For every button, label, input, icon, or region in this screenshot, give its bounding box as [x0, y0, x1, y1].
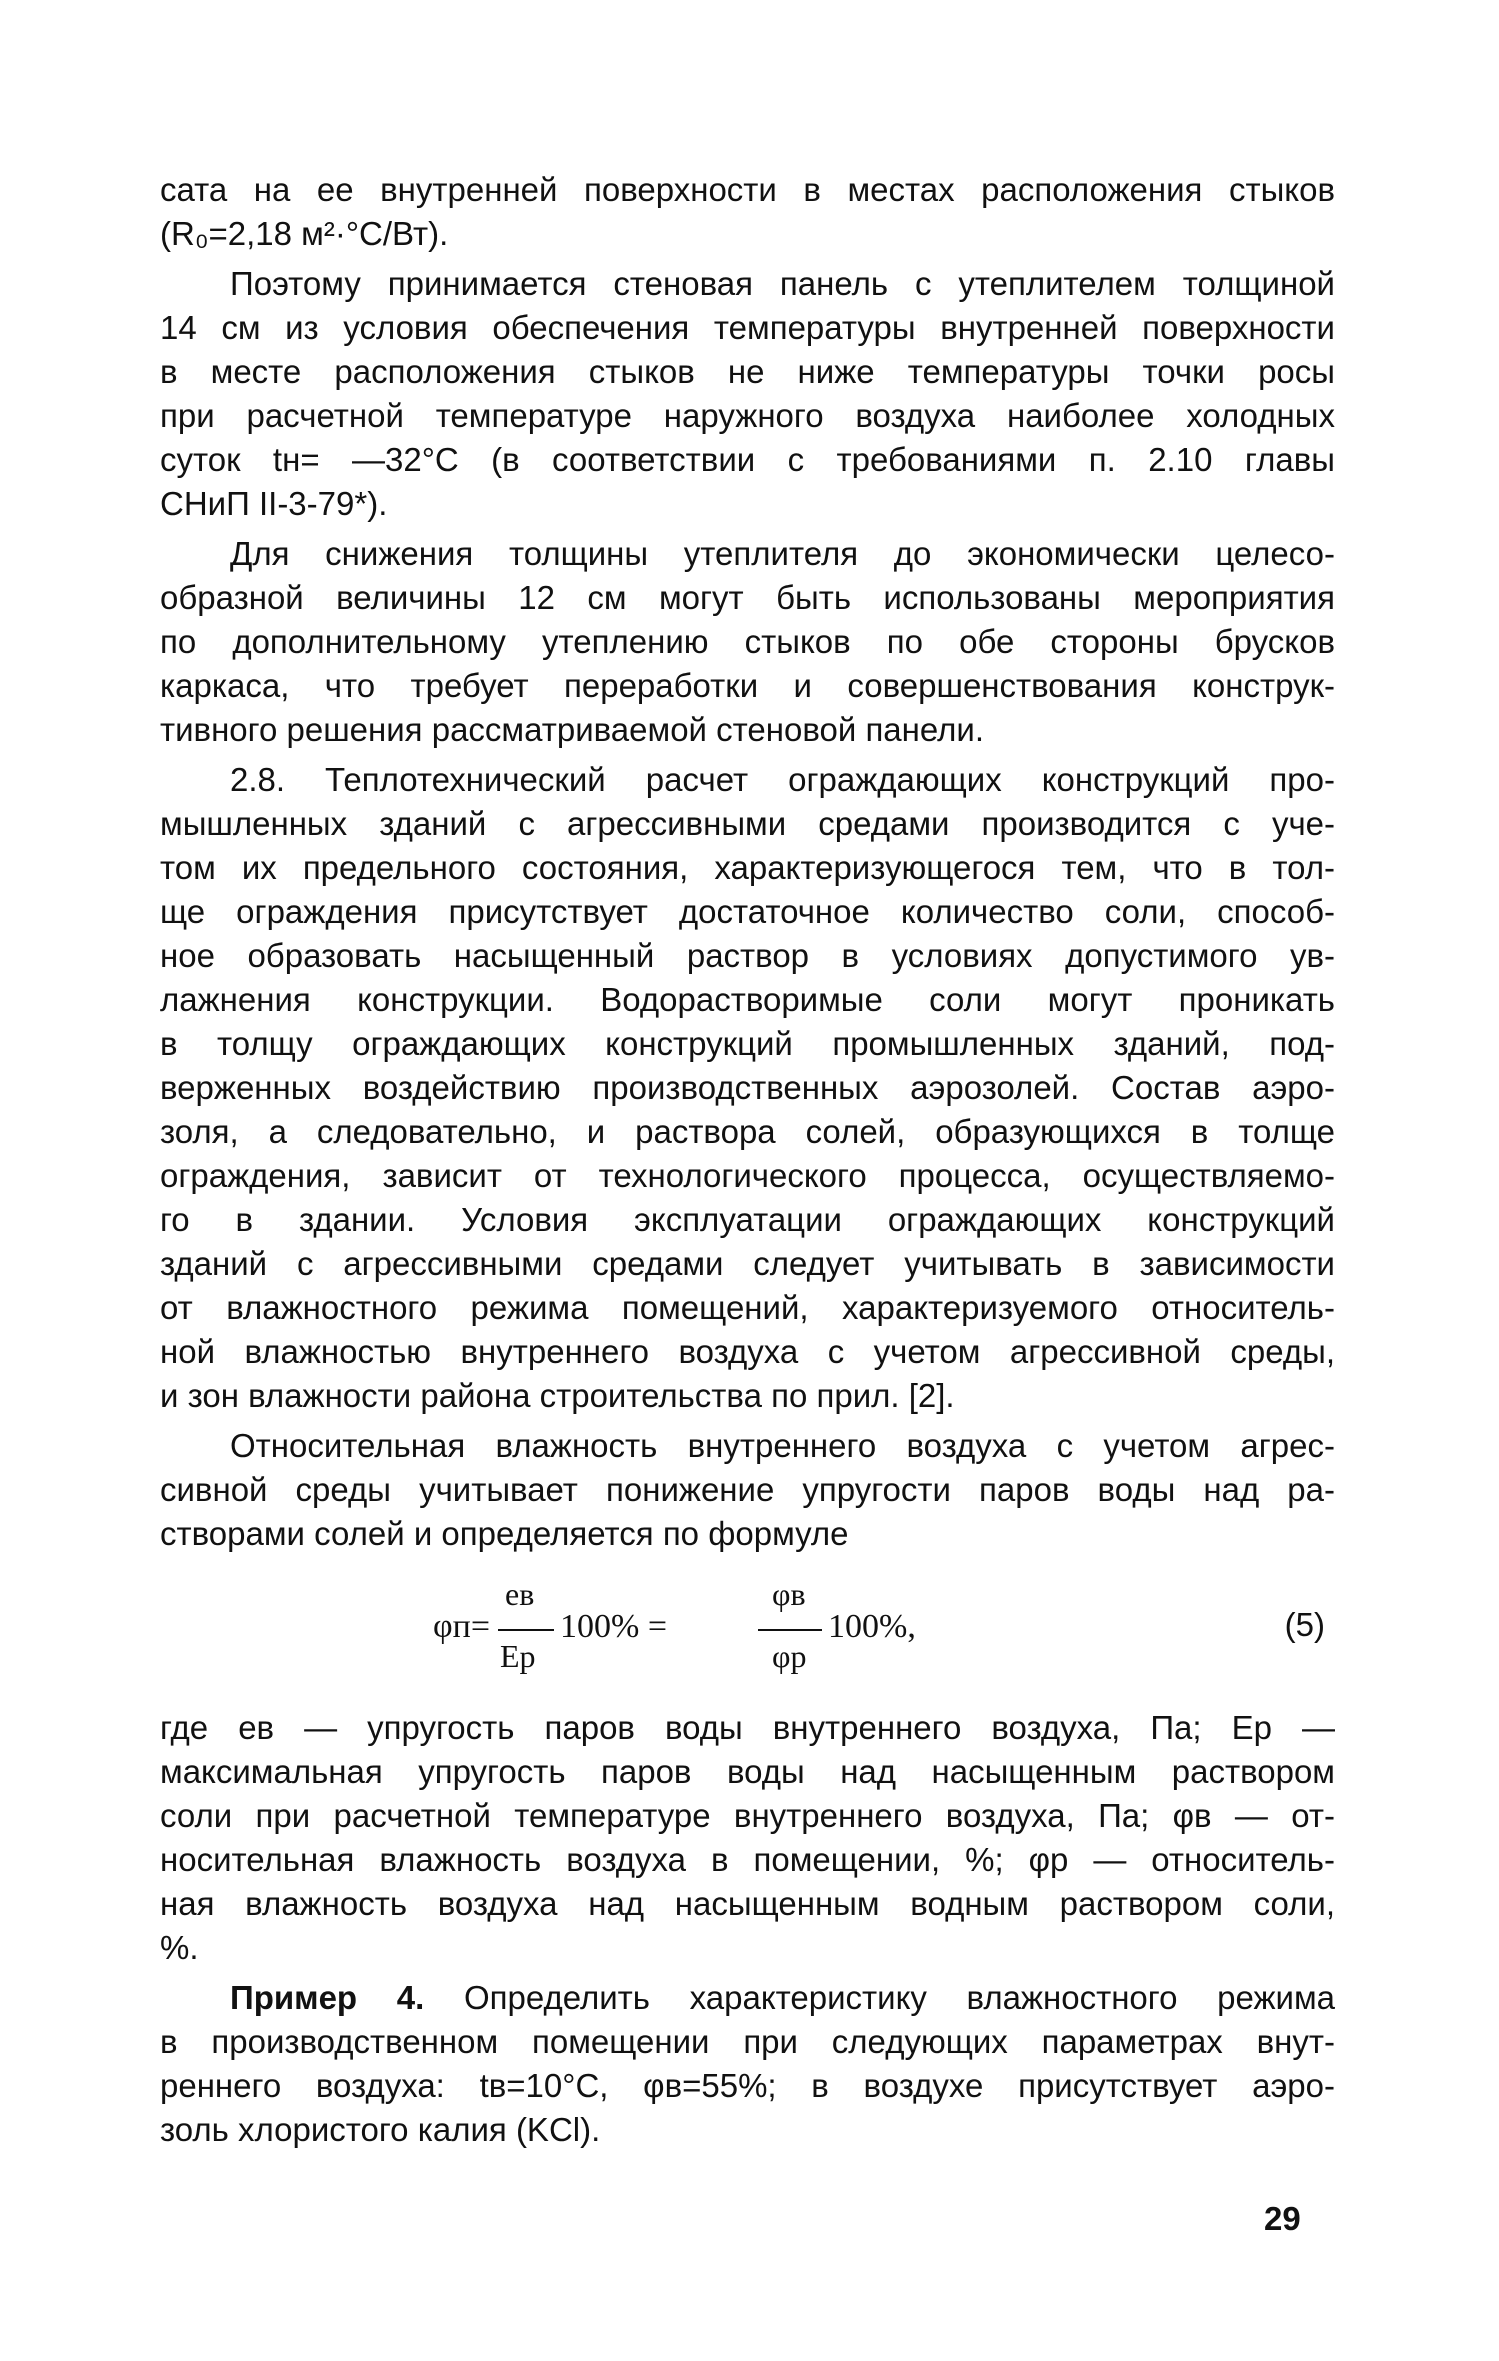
paragraph-panel-choice [160, 262, 1335, 526]
formula-frac2-numerator: φв [772, 1576, 806, 1612]
text-line: сата на ее внутренней поверхности в местах расположения стыков [160, 171, 1335, 208]
text-line: золь хлористого калия (KCl). [160, 2111, 601, 2148]
page-number: 29 [1264, 2200, 1301, 2237]
text-line: го в здании. Условия эксплуатации ограждающих конструкций [160, 1201, 1335, 1238]
text-line: Для снижения толщины утеплителя до экономически целесо- [230, 535, 1335, 572]
text-line: 2.8. Теплотехнический расчет ограждающих конструкций про- [230, 761, 1335, 798]
text-line: суток tн= —32°С (в соответствии с требованиями п. 2.10 главы [160, 441, 1335, 478]
text-line: в толщу ограждающих конструкций промышленных зданий, под- [160, 1025, 1335, 1062]
formula-frac2-denominator: φр [772, 1638, 807, 1674]
text-line: по дополнительному утеплению стыков по обе стороны брусков [160, 623, 1335, 660]
formula-middle: 100% = [560, 1608, 667, 1645]
formula-5 [160, 1576, 1335, 1686]
text-line: 14 см из условия обеспечения температуры внутренней поверхности [160, 309, 1335, 346]
text-line: в месте расположения стыков не ниже температуры точки росы [160, 353, 1335, 390]
text-line: лажнения конструкции. Водорастворимые соли могут проникать [160, 981, 1335, 1018]
text-line: (R₀=2,18 м²·°С/Вт). [160, 215, 449, 252]
equation-number: (5) [1284, 1606, 1325, 1643]
text-line: верженных воздействию производственных аэрозолей. Состав аэро- [160, 1069, 1335, 1106]
text-line: ной влажностью внутреннего воздуха с учетом агрессивной среды, [160, 1333, 1335, 1370]
text-line: носительная влажность воздуха в помещении, %; φр — относитель- [160, 1841, 1335, 1878]
example-label: Пример 4. [230, 1979, 425, 2016]
text-line: Поэтому принимается стеновая панель с утеплителем толщиной [230, 265, 1335, 302]
text-line: мышленных зданий с агрессивными средами производится с уче- [160, 805, 1335, 842]
text-line: каркаса, что требует переработки и совершенствования конструк- [160, 667, 1335, 704]
text-line: в производственном помещении при следующих параметрах внут- [160, 2023, 1335, 2060]
formula-tail: 100%, [828, 1608, 916, 1645]
page-body [160, 168, 1335, 2152]
text-line: Относительная влажность внутреннего воздуха с учетом агрес- [230, 1427, 1335, 1464]
paragraph-continuation [160, 168, 1335, 256]
formula-frac2-bar [758, 1629, 822, 1631]
text-line: и зон влажности района строительства по прил. [2]. [160, 1377, 955, 1414]
text-line: ограждения, зависит от технологического процесса, осуществляемо- [160, 1157, 1335, 1194]
text-line: СНиП II-3-79*). [160, 485, 388, 522]
formula-frac1-bar [498, 1629, 554, 1631]
text-line: сивной среды учитывает понижение упругости паров воды над ра- [160, 1471, 1335, 1508]
paragraph-formula-legend [160, 1706, 1335, 1970]
text-line: где eв — упругость паров воды внутреннего воздуха, Па; Eр — [160, 1709, 1335, 1746]
paragraph-example-4 [160, 1976, 1335, 2152]
formula-lhs: φп= [433, 1608, 490, 1645]
paragraph-relative-humidity [160, 1424, 1335, 1556]
text-line: %. [160, 1929, 199, 1966]
text-line: тивного решения рассматриваемой стеновой панели. [160, 711, 985, 748]
text-line [160, 1976, 1335, 2020]
paragraph-section-2-8 [160, 758, 1335, 1418]
text-line: от влажностного режима помещений, характеризуемого относитель- [160, 1289, 1335, 1326]
text-line: ное образовать насыщенный раствор в условиях допустимого ув- [160, 937, 1335, 974]
text-line: створами солей и определяется по формуле [160, 1515, 849, 1552]
text-line: ще ограждения присутствует достаточное количество соли, способ- [160, 893, 1335, 930]
example-first-line: Определить характеристику влажностного режима [463, 1979, 1335, 2016]
text-line: максимальная упругость паров воды над насыщенным раствором [160, 1753, 1335, 1790]
formula-frac1-numerator: eв [505, 1576, 535, 1612]
paragraph-insulation-reduction [160, 532, 1335, 752]
formula-frac1-denominator: Eр [500, 1638, 536, 1674]
text-line: образной величины 12 см могут быть использованы мероприятия [160, 579, 1335, 616]
text-line: реннего воздуха: tв=10°С, φв=55%; в воздухе присутствует аэро- [160, 2067, 1335, 2104]
text-line: золя, а следовательно, и раствора солей, образующихся в толще [160, 1113, 1335, 1150]
text-line: ная влажность воздуха над насыщенным водным раствором соли, [160, 1885, 1335, 1922]
text-line: при расчетной температуре наружного воздуха наиболее холодных [160, 397, 1335, 434]
text-line: зданий с агрессивными средами следует учитывать в зависимости [160, 1245, 1335, 1282]
text-line: том их предельного состояния, характеризующегося тем, что в тол- [160, 849, 1335, 886]
text-line: соли при расчетной температуре внутреннего воздуха, Па; φв — от- [160, 1797, 1335, 1834]
